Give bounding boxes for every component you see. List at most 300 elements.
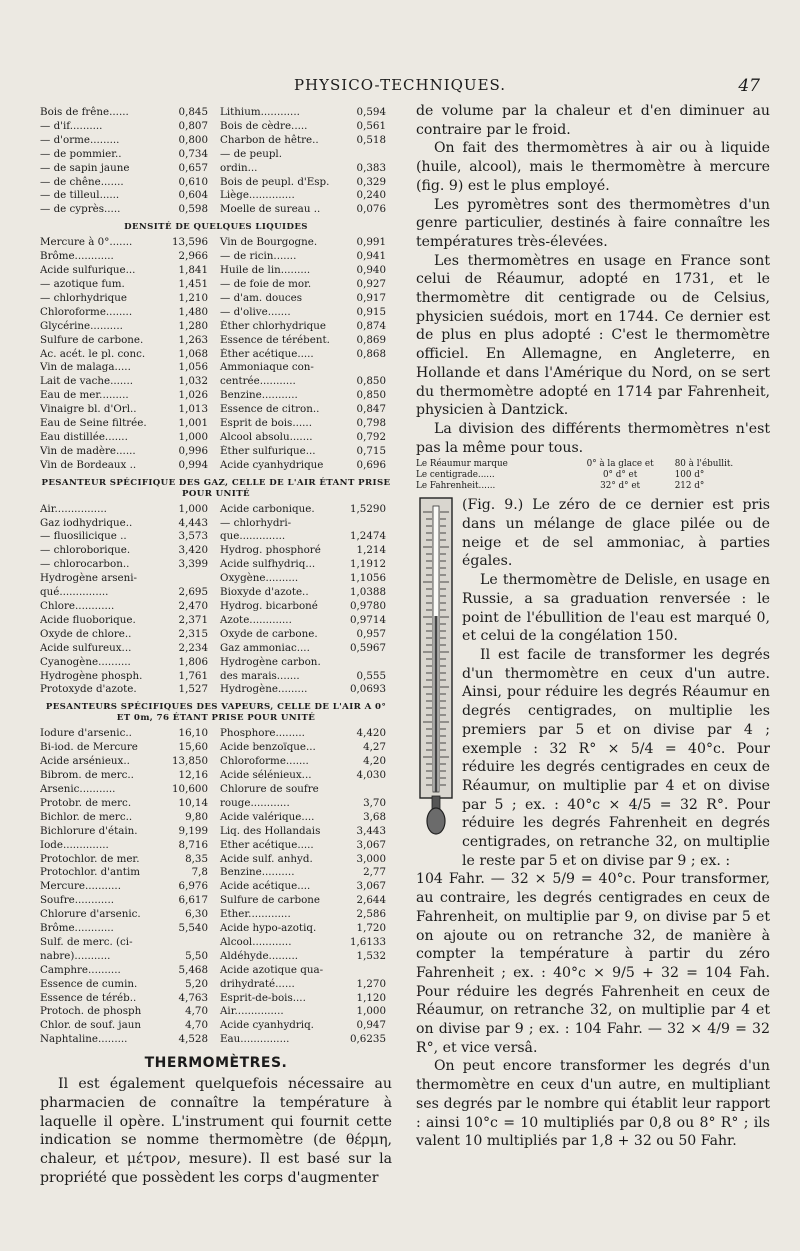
vapors-heading: PESANTEURS SPÉCIFIQUES DES VAPEURS, CELLE DE L'AIR A 0° ET 0m, 76 ÉTANT PRISE POUR UNITÉ [45, 702, 387, 724]
table-row [40, 683, 392, 697]
substance-name: Protochlor. d'antim [40, 866, 141, 879]
substance-name: Gaz ammoniac.... [220, 641, 310, 654]
substance-value: 0,604 [178, 189, 208, 202]
substance-name: Benzine.......... [220, 866, 295, 879]
substance-name: — de peupl. [220, 147, 283, 160]
table-row [40, 417, 392, 431]
table-row [40, 334, 392, 348]
table-row [40, 614, 392, 628]
substance-value: 0,947 [356, 1019, 386, 1032]
substance-value: 1,806 [178, 655, 208, 668]
table-row [40, 894, 392, 908]
substance-value: 6,617 [178, 894, 208, 907]
substance-value: 0,941 [356, 250, 386, 263]
scale-row-fahrenheit [416, 481, 770, 492]
figure-text [462, 496, 770, 870]
table-row [40, 320, 392, 334]
substance-value: 0,598 [178, 203, 208, 216]
substance-name: Naphtaline......... [40, 1033, 128, 1046]
substance-name: Essence de téréb.. [40, 991, 137, 1004]
substance-name: Chloroforme....... [220, 755, 309, 768]
substance-value: 0,561 [356, 119, 386, 132]
substance-value: 8,35 [185, 852, 208, 865]
substance-value [170, 572, 214, 586]
substance-name: nabre)........... [40, 949, 111, 962]
substance-name: Oxyde de chlore.. [40, 627, 132, 640]
substance-name: Eau distillée....... [40, 430, 128, 443]
substance-name: Brôme............ [40, 250, 114, 263]
substance-value: 2,77 [363, 866, 386, 879]
substance-value: 1,532 [356, 949, 386, 962]
page-number: 47 [738, 76, 760, 96]
substance-value: 1,6133 [349, 935, 386, 948]
substance-value: 1,451 [178, 277, 208, 290]
substance-value: 4,27 [363, 741, 386, 754]
substance-name: Acide benzoïque... [220, 741, 316, 754]
substance-value: 4,030 [356, 769, 386, 782]
substance-value: 0,657 [178, 161, 208, 174]
substance-name: Iode.............. [40, 838, 109, 851]
substance-name: Benzine........... [220, 389, 298, 402]
substance-value: 0,845 [178, 106, 208, 118]
substance-name: Mercure à 0°....... [40, 236, 133, 249]
substance-name: Bibrom. de merc.. [40, 769, 134, 782]
table-row [40, 389, 392, 403]
substance-name: Ether............. [220, 908, 291, 921]
table-row [40, 628, 392, 642]
substance-value: 1,000 [356, 1005, 386, 1018]
table-row [40, 403, 392, 417]
substance-name: Vin de Bourgogne. [220, 236, 318, 249]
running-head [40, 76, 760, 100]
scale-name: Le Fahrenheit...... [416, 481, 496, 492]
substance-value: 13,596 [171, 236, 208, 249]
substance-value: 1,761 [178, 669, 208, 682]
substance-value: 0,800 [178, 133, 208, 146]
scale-freeze: 32° d° et [600, 481, 641, 492]
substance-name: Bichlor. de merc.. [40, 810, 133, 823]
substance-value: 3,067 [356, 838, 386, 851]
table-row [40, 600, 392, 614]
substance-name: Acide cyanhydriq. [220, 1019, 314, 1032]
substance-value: 0,957 [356, 627, 386, 640]
substance-name: Vin de malaga..... [40, 361, 131, 374]
substance-value [348, 783, 392, 797]
table-row [40, 361, 392, 375]
table-row [40, 866, 392, 880]
substance-name: Vin de madère...... [40, 444, 136, 457]
substance-name: Éther acétique..... [220, 347, 314, 360]
substance-name: Bois de peupl. d'Esp. [220, 175, 330, 188]
substance-value: 0,594 [356, 106, 386, 118]
table-row [40, 755, 392, 769]
substance-value: 1,210 [178, 291, 208, 304]
scale-freeze: 0° d° et [602, 470, 638, 481]
substance-name: Chlor. de souf. jaun [40, 1019, 141, 1032]
table-row [40, 250, 392, 264]
table-row [40, 306, 392, 320]
substance-value: 5,468 [178, 963, 208, 976]
substance-name: Hydrog. phosphoré [220, 544, 321, 557]
substance-name: Chlore............ [40, 600, 115, 612]
table-row [40, 978, 392, 992]
substance-name: — de sapin jaune [40, 161, 130, 174]
left-column [40, 106, 392, 1187]
substance-name: Chlorure d'arsenic. [40, 908, 141, 921]
substance-name: — de ricin....... [220, 250, 297, 263]
substance-value: 0,383 [356, 161, 386, 174]
substance-name: des marais....... [220, 669, 300, 682]
substance-name: Brôme............ [40, 922, 114, 935]
table-row [40, 797, 392, 811]
scales-table [416, 459, 770, 492]
substance-name: Acide sulfurique... [40, 264, 136, 277]
substance-name: Aldéhyde......... [220, 949, 299, 962]
substance-value: 1,527 [178, 683, 208, 696]
substance-name: Acide valérique.... [220, 810, 315, 823]
table-row [40, 530, 392, 544]
substance-name: Éther sulfurique... [220, 444, 316, 457]
table-row [40, 544, 392, 558]
substance-value: 4,70 [185, 1019, 208, 1032]
substance-name: — d'am. douces [220, 291, 303, 304]
substance-name: Camphre.......... [40, 963, 121, 976]
substance-name: Sulf. de merc. (ci- [40, 935, 133, 948]
substance-name: Acide carbonique. [220, 502, 315, 515]
substance-name: — fluosilicique .. [40, 530, 127, 543]
substance-value: 13,850 [171, 755, 208, 768]
substance-value: 1,0388 [349, 586, 386, 599]
substance-value: 1,280 [178, 319, 208, 332]
substance-value: 0,555 [356, 669, 386, 682]
table-row [40, 120, 392, 134]
substance-name: Essence de térébent. [220, 333, 330, 346]
substance-name: — chlorhydri- [220, 516, 292, 529]
table-row [40, 1019, 392, 1033]
substance-value: 1,013 [178, 403, 208, 416]
substance-name: Acide sulfhydriq... [220, 558, 316, 571]
paragraph-3: Les pyromètres sont des thermomètres d'un genre particulier, destinés à faire connaître les températures très-élevées. [416, 196, 770, 250]
substance-name: Liq. des Hollandais [220, 824, 321, 837]
substance-value [170, 936, 214, 950]
scale-boil: 80 à l'ébullit. [674, 459, 734, 470]
table-row [40, 642, 392, 656]
substance-value [348, 517, 392, 531]
substance-name: Acide fluoborique. [40, 613, 136, 626]
figure-paragraph-1: (Fig. 9.) Le zéro de ce dernier est pris dans un mélange de glace pilée ou de neige et de sel ammoniac, à parties égales. [462, 497, 770, 570]
right-column [416, 102, 770, 1151]
substance-name: Moelle de sureau .. [220, 203, 321, 216]
table-row [40, 278, 392, 292]
table-row [40, 503, 392, 517]
substance-value: 6,30 [185, 908, 208, 921]
substance-value: 4,528 [178, 1033, 208, 1046]
table-row [40, 203, 392, 217]
substance-value: 3,68 [363, 810, 386, 823]
table-row [40, 839, 392, 853]
substance-value: 8,716 [178, 838, 208, 851]
substance-value: 0,715 [356, 444, 386, 457]
substance-value: 0,874 [356, 319, 386, 332]
substance-value: 0,792 [356, 430, 386, 443]
figure-paragraph-2: Le thermomètre de Delisle, en usage en Russie, a sa graduation renversée : le point de l'ébullition de l'eau est marqué 0, et celui de la congélation 150. [462, 572, 770, 645]
substance-name: Ammoniaque con- [220, 361, 314, 374]
substance-name: Eau............... [220, 1033, 290, 1046]
substance-name: Soufre............ [40, 894, 114, 907]
substance-name: — chlorhydrique [40, 291, 127, 304]
substance-value: 2,586 [356, 908, 386, 921]
substance-value: 3,399 [178, 558, 208, 571]
substance-name: drihydraté...... [220, 977, 295, 990]
substance-name: Hydrogène phosph. [40, 669, 143, 682]
table-row [40, 741, 392, 755]
substance-name: Bichlorure d'étain. [40, 824, 138, 837]
woods-table [40, 106, 392, 217]
substance-value: 4,20 [363, 755, 386, 768]
substance-value: 0,9714 [349, 613, 386, 626]
substance-name: Azote............. [220, 613, 292, 626]
substance-value: 0,850 [356, 389, 386, 402]
substance-name: Iodure d'arsenic.. [40, 727, 132, 740]
substance-value: 0,6235 [349, 1033, 386, 1046]
figure-block [416, 496, 770, 870]
substance-value: 0,798 [356, 417, 386, 430]
substance-value: 0,518 [356, 133, 386, 146]
substance-value: 3,000 [356, 852, 386, 865]
substance-name: Hydrogène arseni- [40, 572, 138, 585]
substance-value: 1,056 [178, 361, 208, 374]
substance-name: Essence de citron.. [220, 403, 320, 416]
substance-name: Air................ [40, 502, 107, 515]
substance-name: Protoch. de phosph [40, 1005, 142, 1018]
scale-freeze: 0° à la glace et [586, 459, 654, 470]
substance-name: Ac. acét. le pl. conc. [40, 347, 146, 360]
table-row [40, 811, 392, 825]
substance-name: Acide acétique.... [220, 880, 311, 893]
liquids-table [40, 236, 392, 472]
substance-name: Esprit de bois...... [220, 417, 312, 430]
table-row [40, 106, 392, 120]
substance-name: Acide cyanhydrique [220, 458, 324, 471]
substance-name: Oxyde de carbone. [220, 627, 318, 640]
substance-name: — d'orme......... [40, 133, 120, 146]
scale-row-reaumur [416, 459, 770, 470]
substance-value: 12,16 [178, 769, 208, 782]
liquids-heading: DENSITÉ DE QUELQUES LIQUIDES [124, 222, 308, 233]
substance-value: 3,067 [356, 880, 386, 893]
substance-name: Protobr. de merc. [40, 796, 132, 809]
scale-row-centigrade [416, 470, 770, 481]
table-row [40, 727, 392, 741]
substance-name: Gaz iodhydrique.. [40, 516, 133, 529]
substance-value: 0,847 [356, 403, 386, 416]
table-row [40, 292, 392, 306]
substance-value: 0,850 [356, 375, 386, 388]
substance-value: 0,0693 [349, 683, 386, 696]
paragraph-4: Les thermomètres en usage en France sont celui de Réaumur, adopté en 1731, et le thermomètre dit centigrade ou de Celsius, physicien suédois, mort en 1744. Ce dernier est de plus en plus adopté : C'est le thermomètre officiel. En Allemagne, en Angleterre, en Hollande et dans l'Amérique du Nord, on se sert du thermomètre adopté en 1714 par Fahrenheit, physicien à Dantzick. [416, 252, 770, 419]
substance-name: Chloroforme........ [40, 305, 133, 318]
table-row [40, 236, 392, 250]
substance-value: 1,5290 [349, 502, 386, 515]
vapors-table [40, 727, 392, 1047]
gases-table [40, 503, 392, 698]
substance-name: Sulfure de carbone [220, 894, 321, 907]
table-row [40, 445, 392, 459]
table-row [40, 558, 392, 572]
figure-paragraph-3: Il est facile de transformer les degrés d'un thermomètre en ceux d'un autre. Ainsi, pour réduire les degrés Réaumur en degrés centigrades, on multiplie les premiers par 5 et on divise par 4 ; exemple : 32 R° × 5/4 = 40°c. Pour réduire les degrés centigrades en ceux de Réaumur, on multiplie par 4 et on divise par 5 ; ex. : 40°c × 4/5 = 32 R°. Pour réduire les degrés Fahrenheit en degrés centigrades, on retranche 32, on multiplie le reste par 5 et on divise par 9 ; ex. : [462, 646, 770, 869]
substance-name: — chlorocarbon.. [40, 558, 130, 571]
substance-name: Acide sulf. anhyd. [220, 852, 313, 865]
substance-name: centrée........... [220, 375, 296, 388]
substance-value: 1,001 [178, 417, 208, 430]
table-row [40, 176, 392, 190]
substance-name: Arsenic........... [40, 782, 116, 795]
substance-name: Alcool absolu....... [220, 430, 313, 443]
substance-value [348, 361, 392, 375]
substance-name: Bi-iod. de Mercure [40, 741, 138, 754]
substance-value: 0,076 [356, 203, 386, 216]
gases-heading: PESANTEUR SPÉCIFIQUE DES GAZ, CELLE DE L'AIR ÉTANT PRISE POUR UNITÉ [41, 477, 391, 499]
paragraph-2: On fait des thermomètres à air ou à liquide (huile, alcool), mais le thermomètre à mercure (fig. 9) est le plus employé. [416, 140, 770, 194]
substance-name: Protochlor. de mer. [40, 852, 140, 865]
substance-value: 0,869 [356, 333, 386, 346]
scale-boil: 212 d° [674, 481, 705, 492]
thermometers-intro: Il est également quelquefois nécessaire au pharmacien de connaître la température à laquelle il opère. L'instrument qui fournit cette indication se nomme thermomètre (de θέρμη, chaleur, et μέτρον, mesure). Il est basé sur la propriété que possèdent les corps d'augmenter [40, 1076, 392, 1186]
substance-value: 2,234 [178, 641, 208, 654]
substance-value: 16,10 [178, 727, 208, 740]
table-row [40, 992, 392, 1006]
table-row [40, 950, 392, 964]
table-row [40, 572, 392, 586]
table-row [40, 162, 392, 176]
substance-value: 1,720 [356, 922, 386, 935]
substance-name: Acide hypo-azotiq. [220, 922, 317, 935]
substance-value: 0,734 [178, 147, 208, 160]
substance-value: 0,927 [356, 277, 386, 290]
substance-name: qué............... [40, 586, 109, 599]
substance-value: 15,60 [178, 741, 208, 754]
substance-value: 4,70 [185, 1005, 208, 1018]
substance-name: Essence de cumin. [40, 977, 138, 990]
substance-name: Protoxyde d'azote. [40, 683, 137, 696]
substance-value: 1,120 [356, 991, 386, 1004]
substance-name: — de pommier.. [40, 147, 122, 160]
substance-name: Alcool............ [220, 935, 292, 948]
substance-name: — de chêne....... [40, 175, 124, 188]
substance-name: — de cyprès..... [40, 203, 121, 216]
substance-name: Sulfure de carbone. [40, 333, 144, 346]
substance-value [348, 964, 392, 978]
substance-value: 5,540 [178, 922, 208, 935]
table-row [40, 431, 392, 445]
paragraph-1: de volume par la chaleur et d'en diminuer au contraire par le froid. [416, 103, 770, 138]
substance-value: 1,2474 [349, 530, 386, 543]
substance-value [348, 148, 392, 162]
substance-value: 1,214 [356, 544, 386, 557]
substance-value: 1,026 [178, 389, 208, 402]
table-row [40, 880, 392, 894]
substance-value: 0,610 [178, 175, 208, 188]
table-row [40, 853, 392, 867]
table-row [40, 148, 392, 162]
substance-value: 0,9780 [349, 600, 386, 612]
substance-name: Bois de frêne...... [40, 106, 129, 118]
scale-boil: 100 d° [674, 470, 705, 481]
table-row [40, 783, 392, 797]
substance-value: 4,420 [356, 727, 386, 740]
table-row [40, 922, 392, 936]
table-row [40, 825, 392, 839]
substance-value: 1,1056 [349, 572, 386, 585]
substance-value: 3,573 [178, 530, 208, 543]
substance-value: 7,8 [191, 866, 208, 879]
paragraph-7: On peut encore transformer les degrés d'un thermomètre en ceux d'un autre, en multipliant ses degrés par le nombre qui établit leur rapport : ainsi 10°c = 10 multipliés par 0,8 ou 8° R° ; ils valent 10 multipliés par 1,8 + 32 ou 50 Fahr. [416, 1058, 770, 1150]
substance-name: Air............... [220, 1005, 284, 1018]
substance-value: 1,000 [178, 502, 208, 515]
substance-name: — azotique fum. [40, 277, 125, 290]
substance-value: 4,443 [178, 516, 208, 529]
substance-value: 6,976 [178, 880, 208, 893]
substance-name: Huile de lin......... [220, 264, 311, 277]
substance-name: Lithium............ [220, 106, 300, 118]
substance-name: — d'if.......... [40, 119, 103, 132]
substance-name: Lait de vache....... [40, 375, 133, 388]
substance-name: Hydrog. bicarboné [220, 600, 318, 612]
substance-name: Chlorure de soufre [220, 782, 319, 795]
substance-value: 0,807 [178, 119, 208, 132]
table-row [40, 134, 392, 148]
substance-value: 1,270 [356, 977, 386, 990]
table-row [40, 264, 392, 278]
scale-name: Le Réaumur marque [416, 459, 508, 470]
substance-value: 3,443 [356, 824, 386, 837]
substance-value: 0,940 [356, 264, 386, 277]
substance-value: 0,915 [356, 305, 386, 318]
substance-name: — de tilleul...... [40, 189, 120, 202]
substance-value: 0,696 [356, 458, 386, 471]
substance-value: 1,841 [178, 264, 208, 277]
substance-value: 0,996 [178, 444, 208, 457]
substance-name: Acide azotique qua- [220, 963, 324, 976]
substance-name: Eau de mer......... [40, 389, 129, 402]
thermometers-heading: THERMOMÈTRES. [144, 1055, 288, 1072]
thermometer-icon [416, 496, 456, 836]
substance-name: — d'olive....... [220, 305, 291, 318]
substance-name: Mercure........... [40, 880, 121, 893]
paragraph-6: 104 Fahr. — 32 × 5/9 = 40°c. Pour transformer, au contraire, les degrés centigrades en ceux de Fahrenheit, on multiplie par 9, on divise par 5 et on ajoute ou on retranche 32, de manière à compter la température à partir du zéro Fahrenheit ; ex. : 40°c × 9/5 + 32 = 104 Fah. Pour réduire les degrés Fahrenheit en ceux de Réaumur, on retranche 32, on multiplie par 4 et on divise par 9 ; ex. : 104 Fahr. — 32 × 4/9 = 32 R°, et vice versâ. [416, 871, 770, 1056]
table-row [40, 1005, 392, 1019]
substance-value: 3,420 [178, 544, 208, 557]
substance-name: Oxygène.......... [220, 572, 299, 585]
table-row [40, 375, 392, 389]
substance-value: 2,315 [178, 627, 208, 640]
substance-value: 3,70 [363, 796, 386, 809]
substance-value: 2,695 [178, 586, 208, 599]
substance-value: 1,263 [178, 333, 208, 346]
table-row [40, 348, 392, 362]
substance-name: Hydrogène......... [220, 683, 308, 696]
substance-value: 4,763 [178, 991, 208, 1004]
substance-name: Vin de Bordeaux .. [40, 458, 137, 471]
substance-name: Esprit-de-bois.... [220, 991, 306, 1004]
substance-value: 0,240 [356, 189, 386, 202]
table-row [40, 670, 392, 684]
substance-name: Bois de cèdre..... [220, 119, 308, 132]
substance-name: Cyanogène.......... [40, 655, 131, 668]
substance-name: Hydrogène carbon. [220, 655, 321, 668]
substance-value: 2,470 [178, 600, 208, 612]
table-row [40, 964, 392, 978]
